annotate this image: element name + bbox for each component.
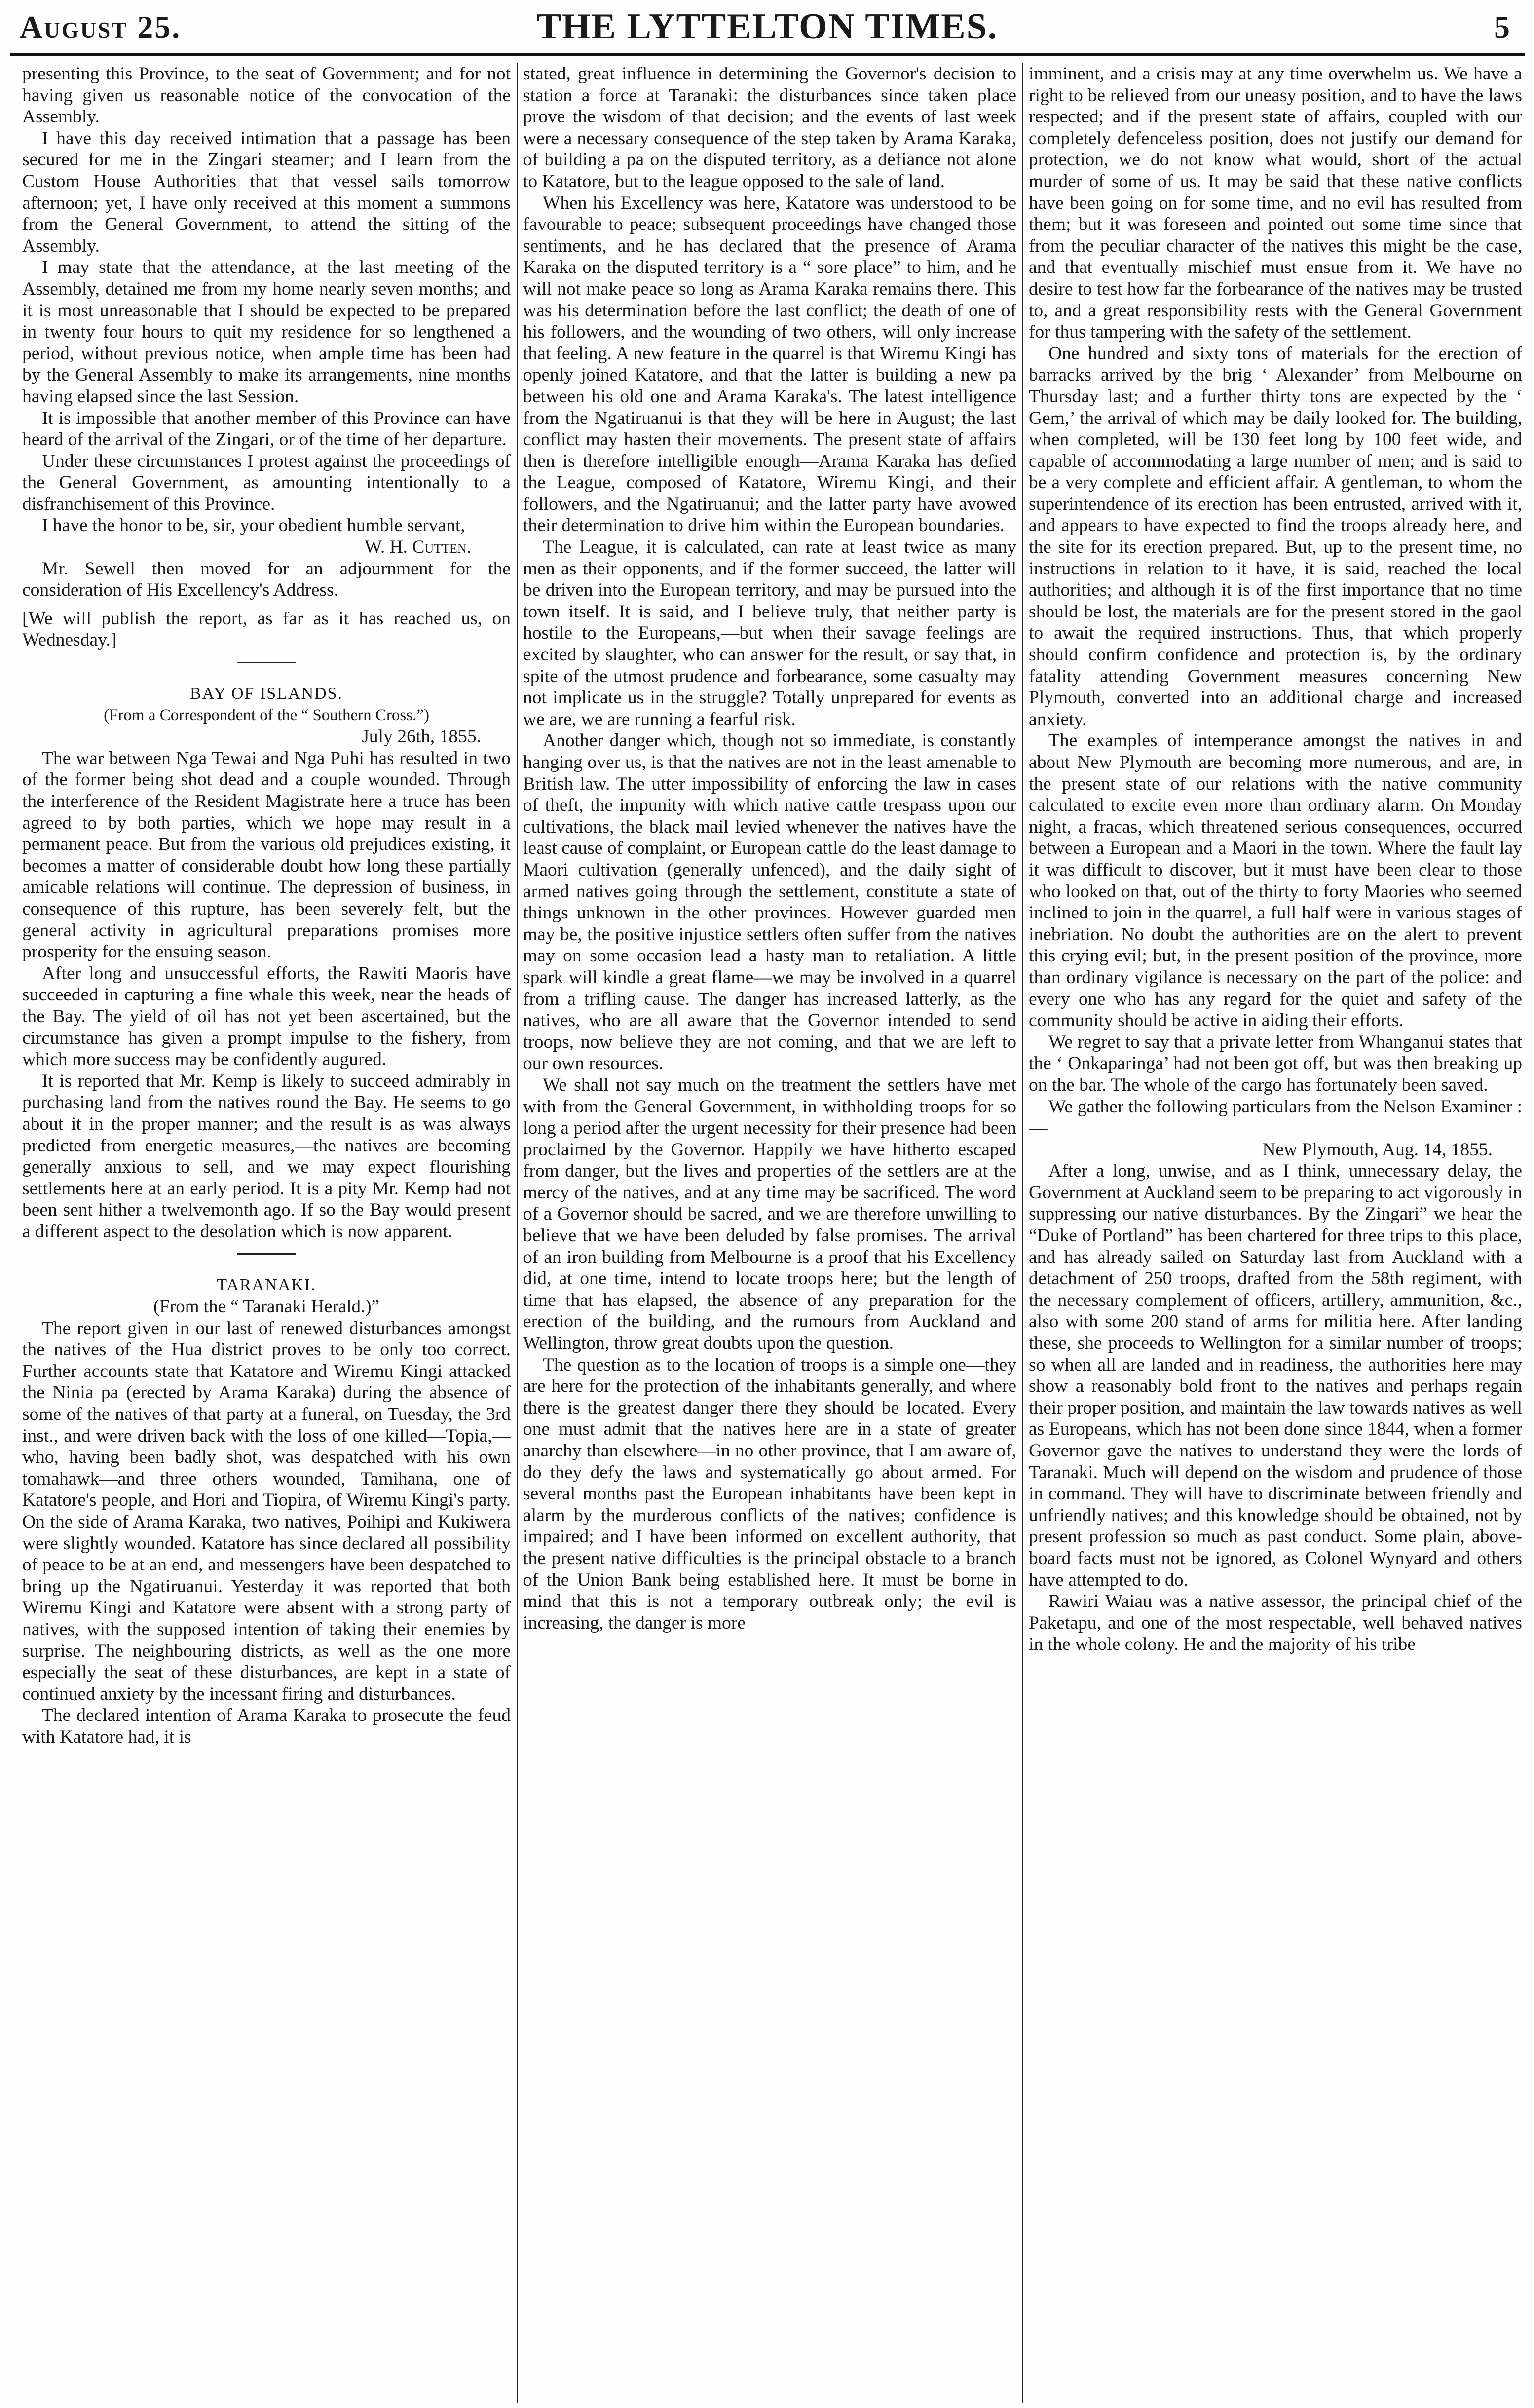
signature: W. H. Cutten. bbox=[364, 537, 471, 558]
editor-note: [We will publish the report, as far as it has reached us, on Wednesday.] bbox=[22, 608, 511, 650]
dateline: New Plymouth, Aug. 14, 1855. bbox=[1262, 1139, 1493, 1160]
masthead bbox=[20, 5, 1515, 49]
paragraph: Mr. Sewell then moved for an adjournment for the consideration of His Excellency's Address. bbox=[22, 558, 511, 601]
paragraph: I have this day received intimation that a passage has been secured for me in the Zingari steamer; and I learn from the Custom House Authorities that that vessel sails tomorrow afternoon; yet, I have only received at this moment a summons from the General Government, to attend the sitting of the Assembly. bbox=[22, 128, 511, 256]
paragraph: It is reported that Mr. Kemp is likely to succeed admirably in purchasing land from the natives round the Bay. He seems to go about it in the proper manner; and the result is as was always predicted from energetic measures,—the natives are becoming generally anxious to sell, and we may expect flourishing settlements here at an early period. It is a pity Mr. Kemp had not been sent hither a twelvemonth ago. If so the Bay would present a different aspect to the desolation which is now apparent. bbox=[22, 1070, 511, 1242]
paragraph: We shall not say much on the treatment the settlers have met with from the General Government, in withholding troops for so long a period after the urgent necessity for their presence had been proclaimed by the Governor. Happily we have hitherto escaped from danger, but the lives and properties of the settlers are at the mercy of the natives, and at any time may be sacrificed. The word of a Governor should be sacred, and we are therefore unwilling to believe that we have been deluded by false promises. The arrival of an iron building from Melbourne is a proof that his Excellency did, at one time, intend to locate troops here; but the length of time that has elapsed, the absence of any preparation for the erection of the building, and the rumours from Auckland and Wellington, throw great doubts upon the question. bbox=[523, 1074, 1016, 1354]
paragraph: imminent, and a crisis may at any time overwhelm us. We have a right to be relieved from our uneasy position, and to have the laws respected; and if the present state of affairs, coupled with our completely defenceless position, does not justify our demand for protection, we do not know what would, short of the actual murder of some of us. It may be said that these native conflicts have been going on for some time, and no evil has resulted from them; but it was foreseen and pointed out some time since that from the peculiar character of the natives this might be the case, and that eventually mischief must ensue from it. We have no desire to test how far the forbearance of the natives may be trusted to, and a great responsibility rests with the General Government for thus tampering with the safety of the settlement. bbox=[1029, 64, 1522, 343]
column-1 bbox=[22, 63, 511, 2403]
paragraph: The examples of intemperance amongst the natives in and about New Plymouth are becoming more numerous, and are, in the present state of our relations with the native community calculated to excite even more than ordinary alarm. On Monday night, a fracas, which threatened serious consequences, occurred between a European and a Maori in the town. Where the fault lay it was difficult to discover, but it must have been clear to those who looked on that, out of the thirty to forty Maories who seemed inclined to join in the quarrel, a full half were in various stages of inebriation. No doubt the authorities are on the alert to prevent this crying evil; but, in the present position of the province, more than ordinary vigilance is necessary on the part of the police: and every one who has any regard for the quiet and safety of the community should be active in aiding their efforts. bbox=[1029, 730, 1522, 1031]
paragraph: Under these circumstances I protest against the proceedings of the General Government, as amounting intentionally to a disfranchisement of this Province. bbox=[22, 451, 511, 514]
paragraph: The question as to the location of troops is a simple one—they are here for the protection of the inhabitants generally, and where there is the greatest danger there they should be located. Every one must admit that the natives here are in a state of greater anarchy than elsewhere—in no other province, that I am aware of, do they defy the laws and systematically go about armed. For several months past the European inhabitants have been kept in alarm by the murderous conflicts of the natives; confidence is impaired; and I have been informed on excellent authority, that the present native difficulties is the principal obstacle to a branch of the Union Bank being established here. It must be borne in mind that this is not a temporary outbreak only; the evil is increasing, the danger is more bbox=[523, 1354, 1016, 1633]
column-3 bbox=[1029, 63, 1522, 2403]
paragraph: I may state that the attendance, at the last meeting of the Assembly, detained me from my home nearly seven months; and it is most unreasonable that I should be expected to be prepared in twenty four hours to quit my residence for so lengthened a period, without previous notice, when ample time has been had by the General Assembly to make its arrangements, nine months having elapsed since the last Session. bbox=[22, 257, 511, 407]
section-rule bbox=[237, 662, 296, 663]
section-rule bbox=[237, 1253, 296, 1255]
column-divider bbox=[1022, 63, 1023, 2403]
paragraph: I have the honor to be, sir, your obedient humble servant, bbox=[42, 515, 465, 536]
issue-date: August 25. bbox=[20, 9, 182, 44]
paragraph: The League, it is calculated, can rate at least twice as many men as their opponents, and if the former succeed, the latter will be driven into the European territory, and may be pursued into the town itself. It is said, and I believe truly, that neither party is hostile to the Europeans,—but when their savage feelings are excited by slaughter, who can answer for the result, or say that, in spite of the utmost prudence and forbearance, some casualty may not implicate us in the struggle? Totally unprepared for events as we are, we are running a fearful risk. bbox=[523, 537, 1016, 729]
dateline: July 26th, 1855. bbox=[362, 726, 481, 747]
paragraph: It is impossible that another member of this Province can have heard of the arrival of the Zingari, or of the time of her departure. bbox=[22, 408, 511, 450]
paragraph: We regret to say that a private letter from Whanganui states that the ‘ Onkaparinga’ had not been got off, but was then breaking up on the bar. The whole of the cargo has fortunately been saved. bbox=[1029, 1032, 1522, 1095]
paragraph: When his Excellency was here, Katatore was understood to be favourable to peace; subsequent proceedings have changed those sentiments, and he has declared that the presence of Arama Karaka on the disputed territory is a “ sore place” to him, and he will not make peace so long as Arama Karaka remains there. This was his determination before the last conflict; the death of one of his followers, and the wounding of two others, will only increase that feeling. A new feature in the quarrel is that Wiremu Kingi has openly joined Katatore, and that the latter is building a new pa between his old one and Arama Karaka's. The latest intelligence from the Ngatiruanui is that they will be here in August; the last conflict may hasten their movements. The present state of affairs then is therefore intelligible enough—Arama Karaka has defied the League, composed of Katatore, Wiremu Kingi, and their followers, and the Ngatiruanui; and the latter party have avowed their determination to drive him within the European boundaries. bbox=[523, 192, 1016, 536]
paragraph: Rawiri Waiau was a native assessor, the principal chief of the Paketapu, and one of the most respectable, well behaved natives in the whole colony. He and the majority of his tribe bbox=[1029, 1591, 1522, 1655]
column-divider bbox=[517, 63, 518, 2403]
paragraph: Another danger which, though not so immediate, is constantly hanging over us, is that the natives are not in the least amenable to British law. The utter impossibility of enforcing the law in cases of theft, the impunity with which native cattle trespass upon our cultivations, the black mail levied whenever the natives have the least cause of complaint, or European cattle do the least damage to Maori cultivation (generally unfenced), and the daily sight of armed natives going through the settlement, constitute a state of things unknown in the other provinces. However guarded men may be, the positive injustice settlers often suffer from the natives may on some occasion lead a hasty man to retaliation. A little spark will kindle a great flame—we may be involved in a quarrel from a trifling cause. The danger has increased latterly, as the natives, who are all aware that the Governor intended to send troops, now believe they are not coming, and that we are left to our own resources. bbox=[523, 730, 1016, 1074]
paragraph: presenting this Province, to the seat of Government; and for not having given us reasonable notice of the convocation of the Assembly. bbox=[22, 64, 511, 127]
masthead-rule bbox=[10, 53, 1525, 56]
paragraph: The war between Nga Tewai and Nga Puhi has resulted in two of the former being shot dead and a couple wounded. Through the interference of the Resident Magistrate here a truce has been agreed to by both parties, which we hope may result in a permanent peace. But from the various old prejudices existing, it becomes a matter of considerable doubt how long these partially amicable relations will continue. The depression of business, in consequence of this rupture, has been severely felt, but the general activity in agricultural preparations promises more prosperity for the ensuing season. bbox=[22, 748, 511, 962]
column-2 bbox=[523, 63, 1016, 2403]
paragraph: The declared intention of Arama Karaka to prosecute the feud with Katatore had, it is bbox=[22, 1705, 511, 1747]
paragraph: stated, great influence in determining the Governor's decision to station a force at Taranaki: the disturbances since taken place prove the wisdom of that decision; and the events of last week were a necessary consequence of the step taken by Arama Karaka, of building a pa on the disputed territory, as a defiance not alone to Katatore, but to the league opposed to the sale of land. bbox=[523, 64, 1016, 191]
paragraph: We gather the following particulars from the Nelson Examiner :— bbox=[1029, 1096, 1522, 1139]
page-number: 5 bbox=[1494, 9, 1510, 44]
newspaper-title: THE LYTTELTON TIMES. bbox=[536, 6, 998, 47]
section-source: (From the “ Taranaki Herald.)” bbox=[153, 1297, 379, 1317]
paragraph: One hundred and sixty tons of materials for the erection of barracks arrived by the brig ‘ Alexander’ from Melbourne on Thursday last; and a further thirty tons are expected by the ‘ Gem,’ the arrival of which may be daily looked for. The building, when completed, will be 130 feet long by 100 feet wide, and capable of accommodating a large number of men; and is said to be a very complete and efficient affair. A gentleman, to whom the superintendence of its erection has been entrusted, arrived with it, and appears to have expected to find the troops already here, and the site for its erection prepared. But, up to the present time, no instructions in relation to it have, it is said, reached the local authorities; and although it is of the first importance that no time should be lost, the materials are for the present stored in the gaol to await the required instructions. Thus, that which properly should confirm confidence and protection is, by the ordinary fatality attending Government measures concerning New Plymouth, converted into an additional charge and increased anxiety. bbox=[1029, 343, 1522, 729]
section-source: (From a Correspondent of the “ Southern Cross.”) bbox=[104, 706, 429, 724]
section-heading: BAY OF ISLANDS. bbox=[190, 685, 343, 703]
paragraph: After long and unsuccessful efforts, the Rawiti Maoris have succeeded in capturing a fine whale this week, near the heads of the Bay. The yield of oil has not yet been ascertained, but the circumstance has given a prompt impulse to the fishery, from which more success may be confidently augured. bbox=[22, 963, 511, 1070]
section-heading: TARANAKI. bbox=[217, 1276, 316, 1295]
paragraph: After a long, unwise, and as I think, unnecessary delay, the Government at Auckland seem to be preparing to act vigorously in suppressing our native disturbances. By the Zingari” we hear the “Duke of Portland” has been chartered for three trips to this place, and has already sailed on Saturday last from Auckland with a detachment of 250 troops, drafted from the 58th regiment, with the necessary complement of officers, artillery, ammunition, &c., also with some 200 stand of arms for militia here. After landing these, she proceeds to Wellington for a similar number of troops; so when all are landed and in readiness, the authorities here may show a reasonably bold front to the natives and perhaps regain their proper position, and maintain the law towards natives as well as Europeans, which has not been done since 1844, when a former Governor gave the natives to understand they were the lords of Taranaki. Much will depend on the wisdom and prudence of those in command. They will have to discriminate between friendly and unfriendly natives; and this knowledge should be obtained, not by present profession so much as past conduct. Some plain, above-board facts must not be ignored, as Colonel Wynyard and others have attempted to do. bbox=[1029, 1161, 1522, 1590]
paragraph: The report given in our last of renewed disturbances amongst the natives of the Hua district proves to be only too correct. Further accounts state that Katatore and Wiremu Kingi attacked the Ninia pa (erected by Arama Karaka) during the absence of some of the natives of that party at a funeral, on Tuesday, the 3rd inst., and were driven back with the loss of one killed—Topia,—who, having been badly shot, was despatched with his own tomahawk—and three others wounded, Tamihana, one of Katatore's people, and Hori and Tiopira, of Wiremu Kingi's party. On the side of Arama Karaka, two natives, Poihipi and Kukiwera were slightly wounded. Katatore has since declared all possibility of peace to be at an end, and messengers have been despatched to bring up the Ngatiruanui. Yesterday it was reported that both Wiremu Kingi and Katatore were absent with a strong party of natives, with the supposed intention of taking their enemies by surprise. The neighbouring districts, as well as the one more especially the seat of these disturbances, are kept in a state of continued anxiety by the incessant firing and disturbances. bbox=[22, 1318, 511, 1704]
